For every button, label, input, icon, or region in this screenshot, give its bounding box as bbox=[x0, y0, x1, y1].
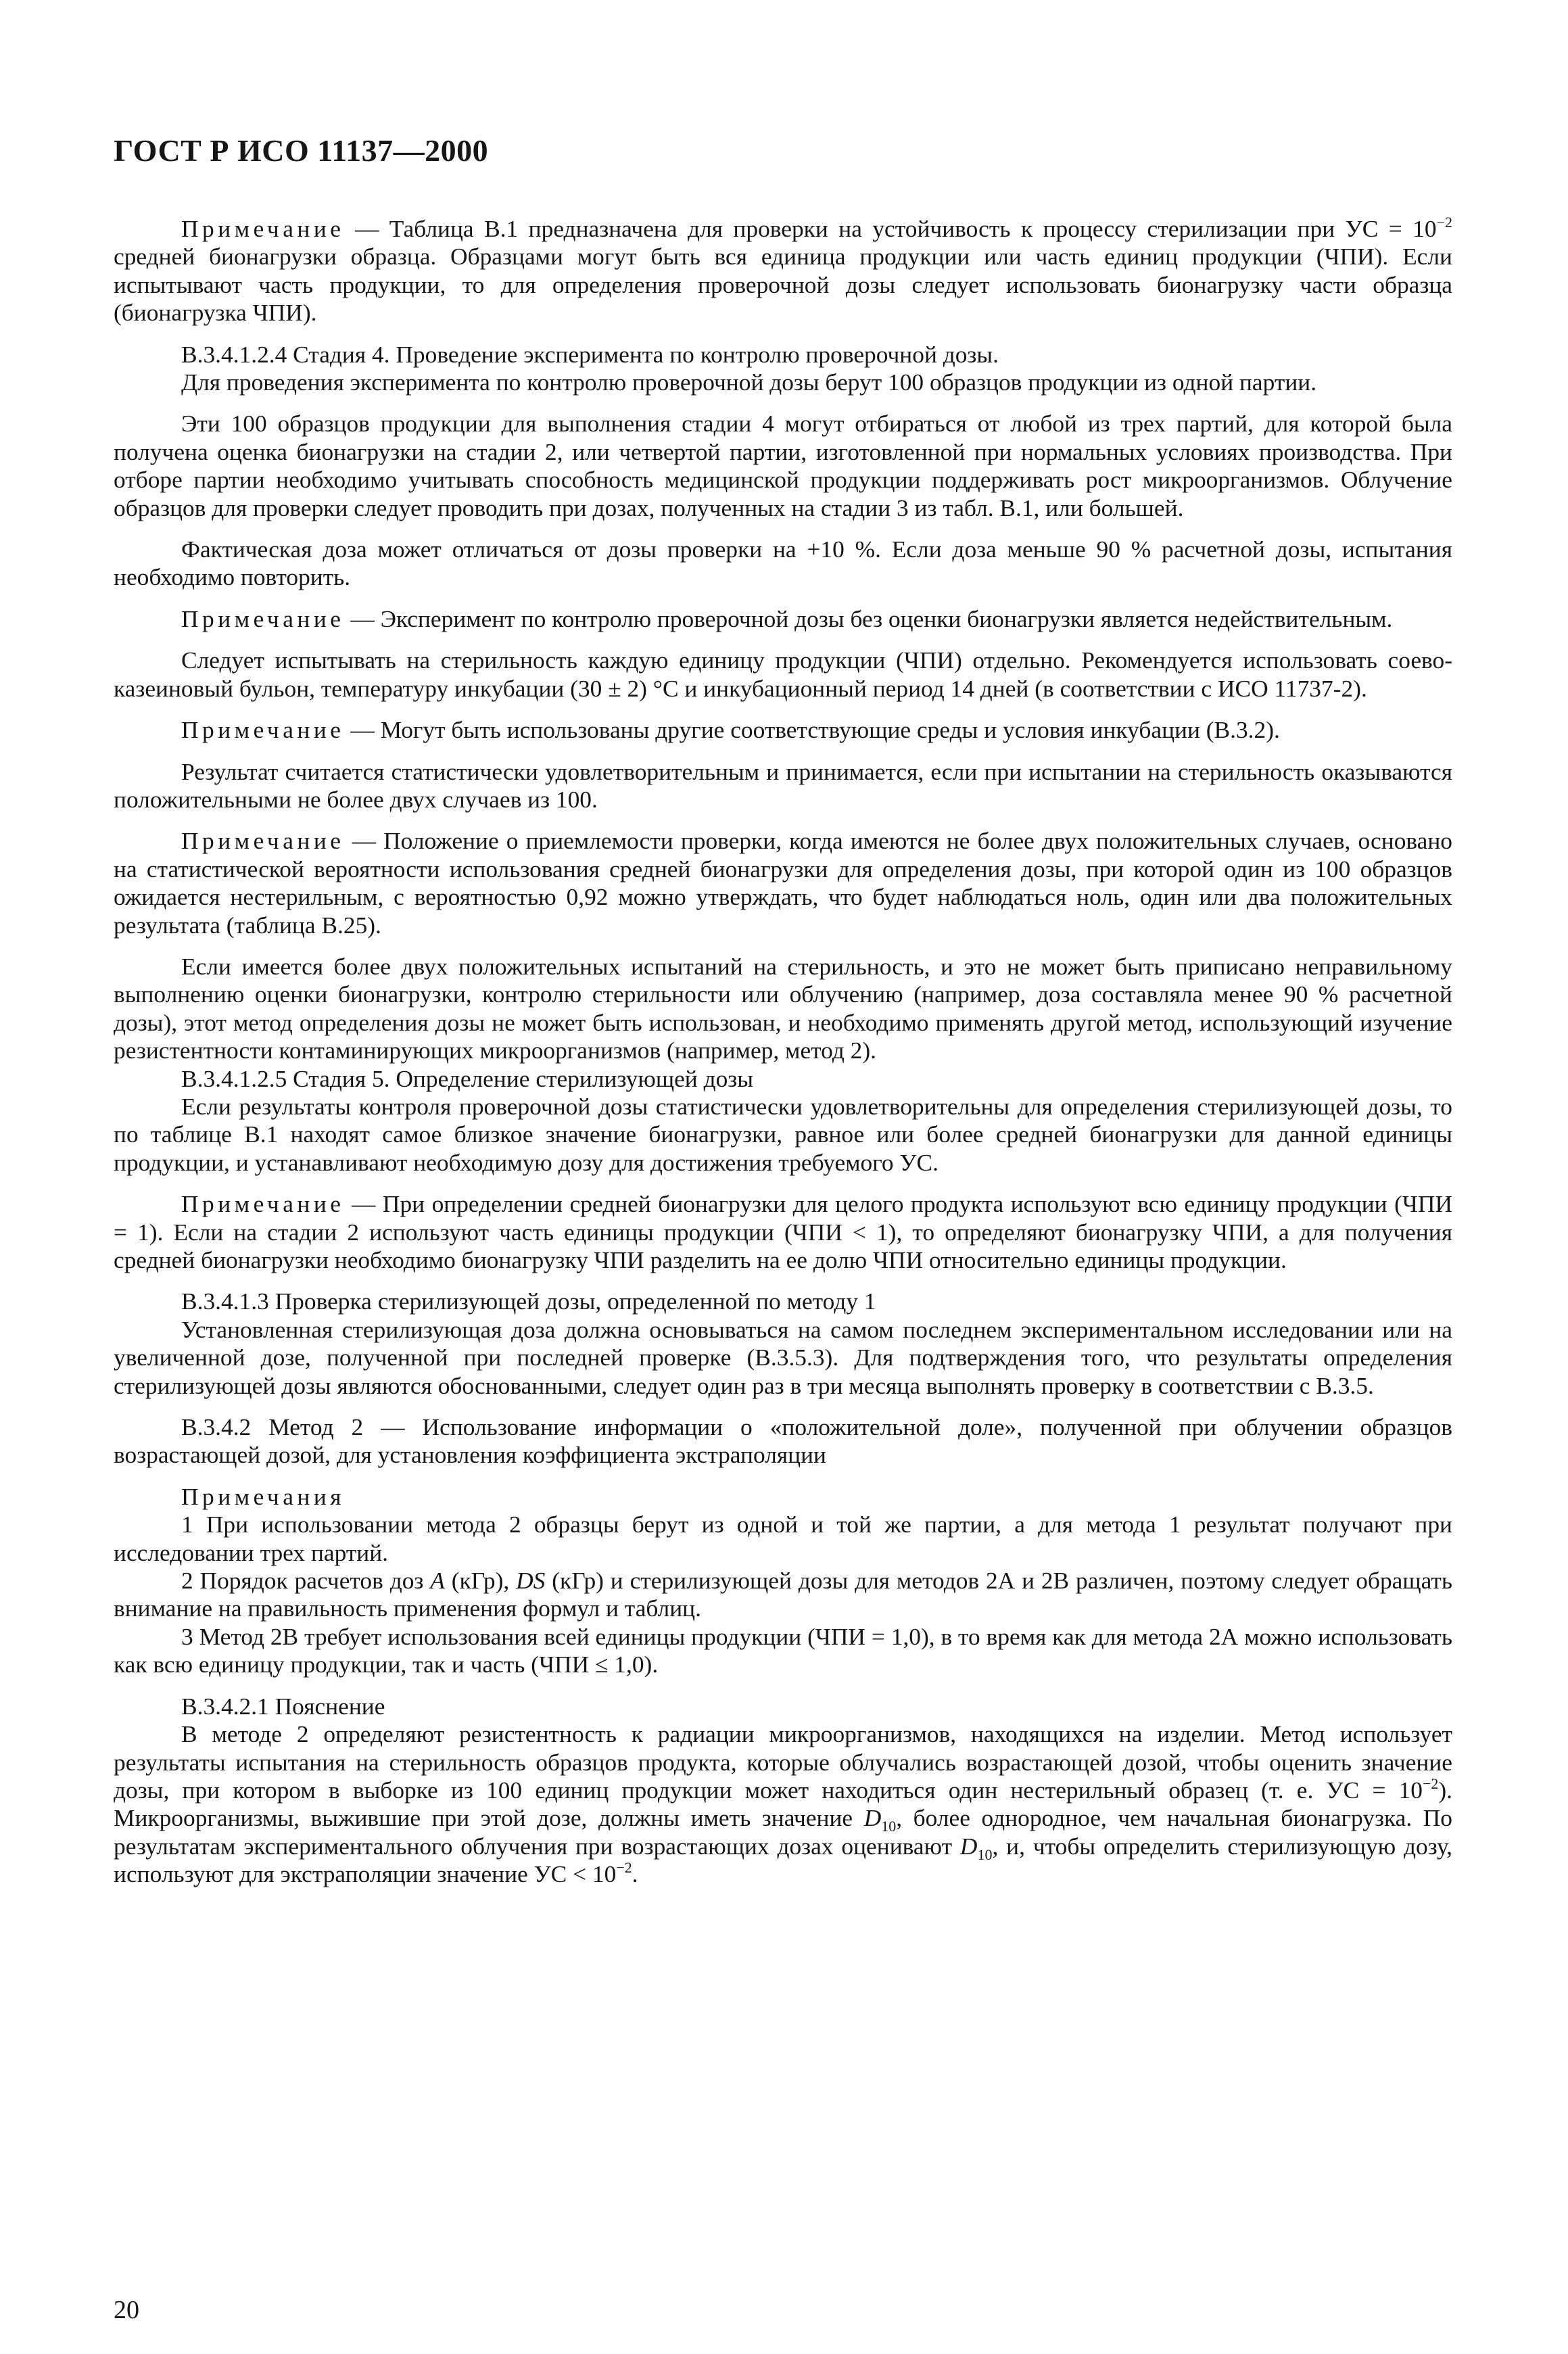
body-paragraph: Эти 100 образцов продукции для выполнения стадии 4 могут отбираться от любой из трех партий, для которой была получена оценка бионагрузки на стадии 2, или четвертой партии, изготовленной при нормальных условиях производства. При отборе партии необходимо учитывать способность медицинской продукции поддерживать рост микроорганизмов. Облучение образцов для проверки следует проводить при дозах, полученных на стадии 3 из табл. В.1, или большей. bbox=[114, 410, 1452, 521]
page-number: 20 bbox=[114, 2296, 139, 2324]
document-body bbox=[114, 215, 1452, 1889]
note-item: 2 Порядок расчетов доз A (кГр), DS (кГр) и стерилизующей дозы для методов 2А и 2В различен, поэтому следует обращать внимание на правильность применения формул и таблиц. bbox=[114, 1567, 1452, 1622]
body-paragraph: Если результаты контроля проверочной дозы статистически удовлетворительны для определения стерилизующей дозы, то по таблице В.1 находят самое близкое значение бионагрузки, равное или более средней бионагрузки для данной единицы продукции, и устанавливают необходимую дозу для достижения требуемого УС. bbox=[114, 1092, 1452, 1176]
note-label: Примечание bbox=[181, 1190, 345, 1218]
note-paragraph: Примечание — Положение о приемлемости проверки, когда имеются не более двух положительных случаев, основано на статистической вероятности использования средней бионагрузки для определения дозы, при которой один из 100 образцов ожидается нестерильным, с вероятностью 0,92 можно утверждать, что будет наблюдаться ноль, один или два положительных результата (таблица В.25). bbox=[114, 827, 1452, 939]
section-heading: В.3.4.1.2.4 Стадия 4. Проведение эксперимента по контролю проверочной дозы. bbox=[181, 340, 999, 368]
note-label: Примечание bbox=[181, 605, 345, 632]
standard-header: ГОСТ Р ИСО 11137—2000 bbox=[114, 133, 489, 168]
note-paragraph: Примечание — Таблица В.1 предназначена для проверки на устойчивость к процессу стерилизации при УС = $10^{-2}$ средней бионагрузки образца. Образцами могут быть вся единица продукции или часть единиц продукции (ЧПИ). Если испытывают часть продукции, то для определения проверочной дозы следует использовать бионагрузку части образца (бионагрузка ЧПИ). bbox=[114, 214, 1452, 327]
note-paragraph: Примечание — Могут быть использованы другие соответствующие среды и условия инкубации (В.3.2). bbox=[181, 716, 1280, 744]
section-heading: В.3.4.1.2.5 Стадия 5. Определение стерилизующей дозы bbox=[181, 1064, 754, 1092]
section-heading: В.3.4.2 Метод 2 — Использование информации о «положительной доле», полученной при облучении образцов возрастающей дозой, для установления коэффициента экстраполяции bbox=[114, 1413, 1452, 1469]
body-paragraph: Установленная стерилизующая доза должна основываться на самом последнем экспериментальном исследовании или на увеличенной дозе, полученной при последней проверке (В.3.5.3). Для подтверждения того, что результаты определения стерилизующей дозы являются обоснованными, следует один раз в три месяца выполнять проверку в соответствии с В.3.5. bbox=[114, 1315, 1452, 1399]
body-paragraph: Если имеется более двух положительных испытаний на стерильность, и это не может быть приписано неправильному выполнению оценки бионагрузки, контролю стерильности или облучению (например, доза составляла менее 90 % расчетной дозы), этот метод определения дозы не может быть использован, и необходимо применять другой метод, использующий изучение резистентности контаминирующих микроорганизмов (например, метод 2). bbox=[114, 952, 1452, 1064]
note-paragraph: Примечание — При определении средней бионагрузки для целого продукта используют всю единицу продукции (ЧПИ = 1). Если на стадии 2 используют часть единицы продукции (ЧПИ < 1), то определяют бионагрузку ЧПИ, а для получения средней бионагрузки необходимо бионагрузку ЧПИ разделить на ее долю ЧПИ относительно единицы продукции. bbox=[114, 1190, 1452, 1273]
note-paragraph: Примечание — Эксперимент по контролю проверочной дозы без оценки бионагрузки является недействительным. bbox=[181, 605, 1393, 632]
note-item: 1 При использовании метода 2 образцы берут из одной и той же партии, а для метода 1 результат получают при исследовании трех партий. bbox=[114, 1511, 1452, 1566]
section-heading: В.3.4.1.3 Проверка стерилизующей дозы, определенной по методу 1 bbox=[181, 1288, 876, 1315]
body-paragraph: Для проведения эксперимента по контролю проверочной дозы берут 100 образцов продукции из одной партии. bbox=[181, 369, 1317, 396]
notes-heading: Примечания bbox=[181, 1482, 346, 1510]
note-label: Примечание bbox=[181, 716, 345, 744]
section-heading: В.3.4.2.1 Пояснение bbox=[181, 1692, 385, 1720]
body-paragraph: В методе 2 определяют резистентность к радиации микроорганизмов, находящихся на изделии. Метод использует результаты испытания на стерильность образцов продукта, которые облучались возрастающей дозой, чтобы оценить значение дозы, при котором в выборке из 100 единиц продукции может находиться один нестерильный образец (т. е. УС = $10^{-2}$). Микроорганизмы, выжившие при этой дозе, должны иметь значение $D_{10}$, более однородное, чем начальная бионагрузка. По результатам экспериментального облучения при возрастающих дозах оценивают $D_{10}$, и, чтобы определить стерилизующую дозу, используют для экстраполяции значение УС < $10^{-2}$. bbox=[114, 1720, 1452, 1888]
note-label: Примечание bbox=[181, 215, 345, 242]
note-item: 3 Метод 2В требует использования всей единицы продукции (ЧПИ = 1,0), в то время как для метода 2А можно использовать как всю единицу продукции, так и часть (ЧПИ ≤ 1,0). bbox=[114, 1622, 1452, 1678]
note-label: Примечание bbox=[181, 827, 345, 855]
body-paragraph: Следует испытывать на стерильность каждую единицу продукции (ЧПИ) отдельно. Рекомендуется использовать соево-казеиновый бульон, температуру инкубации (30 ± 2) °С и инкубационный период 14 дней (в соответствии с ИСО 11737-2). bbox=[114, 646, 1452, 702]
body-paragraph: Фактическая доза может отличаться от дозы проверки на +10 %. Если доза меньше 90 % расчетной дозы, испытания необходимо повторить. bbox=[114, 536, 1452, 591]
body-paragraph: Результат считается статистически удовлетворительным и принимается, если при испытании на стерильность оказываются положительными не более двух случаев из 100. bbox=[114, 757, 1452, 813]
